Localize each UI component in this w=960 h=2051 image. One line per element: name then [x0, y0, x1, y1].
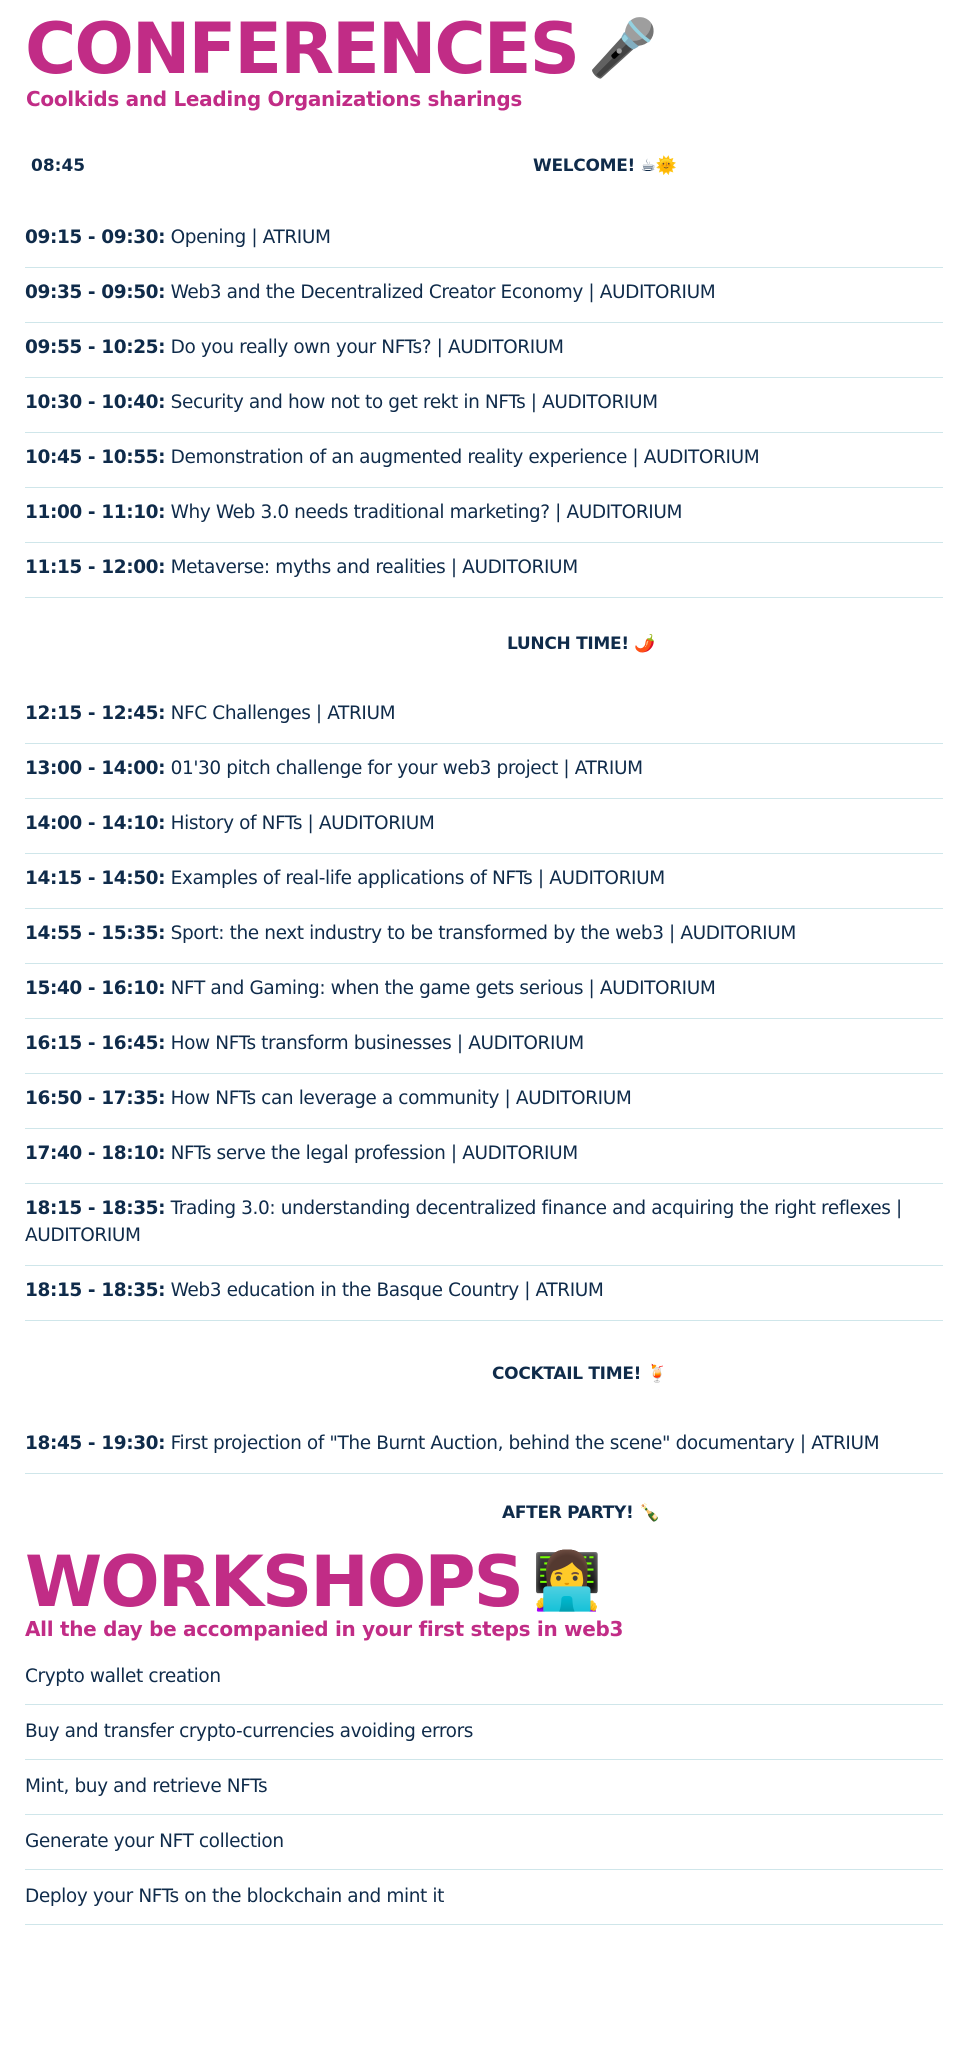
session-title: NFTs serve the legal profession | AUDITORIUM: [165, 1143, 578, 1164]
schedule-row: [25, 488, 943, 543]
schedule-row: [25, 1129, 943, 1184]
session-time: 17:40 - 18:10:: [25, 1143, 166, 1164]
session-time: 11:15 - 12:00:: [25, 557, 166, 578]
session-title: Trading 3.0: understanding decentralized finance and acquiring the right reflexes | AUDITORIUM: [25, 1198, 902, 1246]
session-title: NFT and Gaming: when the game gets serious | AUDITORIUM: [165, 978, 716, 999]
session-title: First projection of "The Burnt Auction, behind the scene" documentary | ATRIUM: [165, 1433, 880, 1454]
afternoon-schedule-list: [25, 700, 943, 1321]
session-title: Demonstration of an augmented reality experience | AUDITORIUM: [165, 447, 760, 468]
workshop-item: Mint, buy and retrieve NFTs: [25, 1760, 943, 1815]
session-time: 10:30 - 10:40:: [25, 392, 166, 413]
session-time: 18:15 - 18:35:: [25, 1198, 166, 1219]
session-time: 15:40 - 16:10:: [25, 978, 166, 999]
schedule-row: [25, 700, 943, 744]
cocktail-banner: COCKTAIL TIME! 🍹: [492, 1364, 668, 1384]
session-time: 18:15 - 18:35:: [25, 1280, 166, 1301]
session-time: 14:55 - 15:35:: [25, 923, 166, 944]
schedule-row: [25, 378, 943, 433]
schedule-row: [25, 543, 943, 598]
session-time: 16:50 - 17:35:: [25, 1088, 166, 1109]
workshops-title-text: WORKSHOPS: [25, 1541, 523, 1623]
schedule-row: [25, 1074, 943, 1129]
workshop-item: Crypto wallet creation: [25, 1650, 943, 1705]
schedule-row: [25, 268, 943, 323]
session-time: 14:00 - 14:10:: [25, 813, 166, 834]
after-party-banner: AFTER PARTY! 🍾: [502, 1503, 660, 1523]
conferences-title: [25, 8, 658, 90]
session-title: Do you really own your NFTs? | AUDITORIUM: [165, 337, 564, 358]
schedule-row: [25, 799, 943, 854]
session-title: How NFTs can leverage a community | AUDITORIUM: [165, 1088, 632, 1109]
lunch-banner: LUNCH TIME! 🌶️: [507, 634, 656, 654]
welcome-time: 08:45: [31, 156, 86, 176]
evening-schedule-list: [25, 1430, 943, 1474]
schedule-row: [25, 909, 943, 964]
microphone-icon: 🎤: [588, 16, 658, 81]
session-time: 10:45 - 10:55:: [25, 447, 166, 468]
session-title: 01'30 pitch challenge for your web3 project | ATRIUM: [165, 758, 643, 779]
session-title: Web3 education in the Basque Country | ATRIUM: [165, 1280, 604, 1301]
schedule-row: [25, 744, 943, 799]
session-time: 18:45 - 19:30:: [25, 1433, 166, 1454]
workshops-title: [25, 1541, 602, 1623]
schedule-row: [25, 433, 943, 488]
session-time: 09:55 - 10:25:: [25, 337, 166, 358]
session-title: Opening | ATRIUM: [165, 227, 331, 248]
session-title: Web3 and the Decentralized Creator Economy | AUDITORIUM: [165, 282, 716, 303]
welcome-banner: WELCOME! ☕🌞: [533, 156, 677, 176]
session-time: 09:15 - 09:30:: [25, 227, 166, 248]
session-time: 11:00 - 11:10:: [25, 502, 166, 523]
workshop-item: Generate your NFT collection: [25, 1815, 943, 1870]
schedule-row: [25, 1430, 943, 1474]
session-time: 09:35 - 09:50:: [25, 282, 166, 303]
workshops-subtitle: All the day be accompanied in your first steps in web3: [25, 1617, 624, 1641]
welcome-row: [25, 156, 943, 182]
schedule-row: [25, 1184, 943, 1266]
conferences-subtitle: Coolkids and Leading Organizations sharings: [26, 87, 522, 111]
session-title: History of NFTs | AUDITORIUM: [165, 813, 435, 834]
workshop-item: Buy and transfer crypto-currencies avoiding errors: [25, 1705, 943, 1760]
session-title: NFC Challenges | ATRIUM: [165, 703, 396, 724]
schedule-row: [25, 224, 943, 268]
woman-technologist-icon: 👩‍💻: [532, 1549, 602, 1614]
workshops-list: [25, 1650, 943, 1925]
session-title: Metaverse: myths and realities | AUDITORIUM: [165, 557, 578, 578]
session-title: Examples of real-life applications of NFTs | AUDITORIUM: [165, 868, 665, 889]
session-title: Security and how not to get rekt in NFTs | AUDITORIUM: [165, 392, 658, 413]
session-time: 14:15 - 14:50:: [25, 868, 166, 889]
session-time: 16:15 - 16:45:: [25, 1033, 166, 1054]
schedule-row: [25, 323, 943, 378]
schedule-row: [25, 964, 943, 1019]
morning-schedule-list: [25, 224, 943, 598]
session-time: 12:15 - 12:45:: [25, 703, 166, 724]
conferences-title-text: CONFERENCES: [25, 8, 579, 90]
session-title: Sport: the next industry to be transformed by the web3 | AUDITORIUM: [165, 923, 796, 944]
session-title: Why Web 3.0 needs traditional marketing? | AUDITORIUM: [165, 502, 683, 523]
workshop-item: Deploy your NFTs on the blockchain and mint it: [25, 1870, 943, 1925]
schedule-row: [25, 1019, 943, 1074]
session-time: 13:00 - 14:00:: [25, 758, 166, 779]
schedule-row: [25, 854, 943, 909]
schedule-row: [25, 1266, 943, 1321]
session-title: How NFTs transform businesses | AUDITORIUM: [165, 1033, 584, 1054]
